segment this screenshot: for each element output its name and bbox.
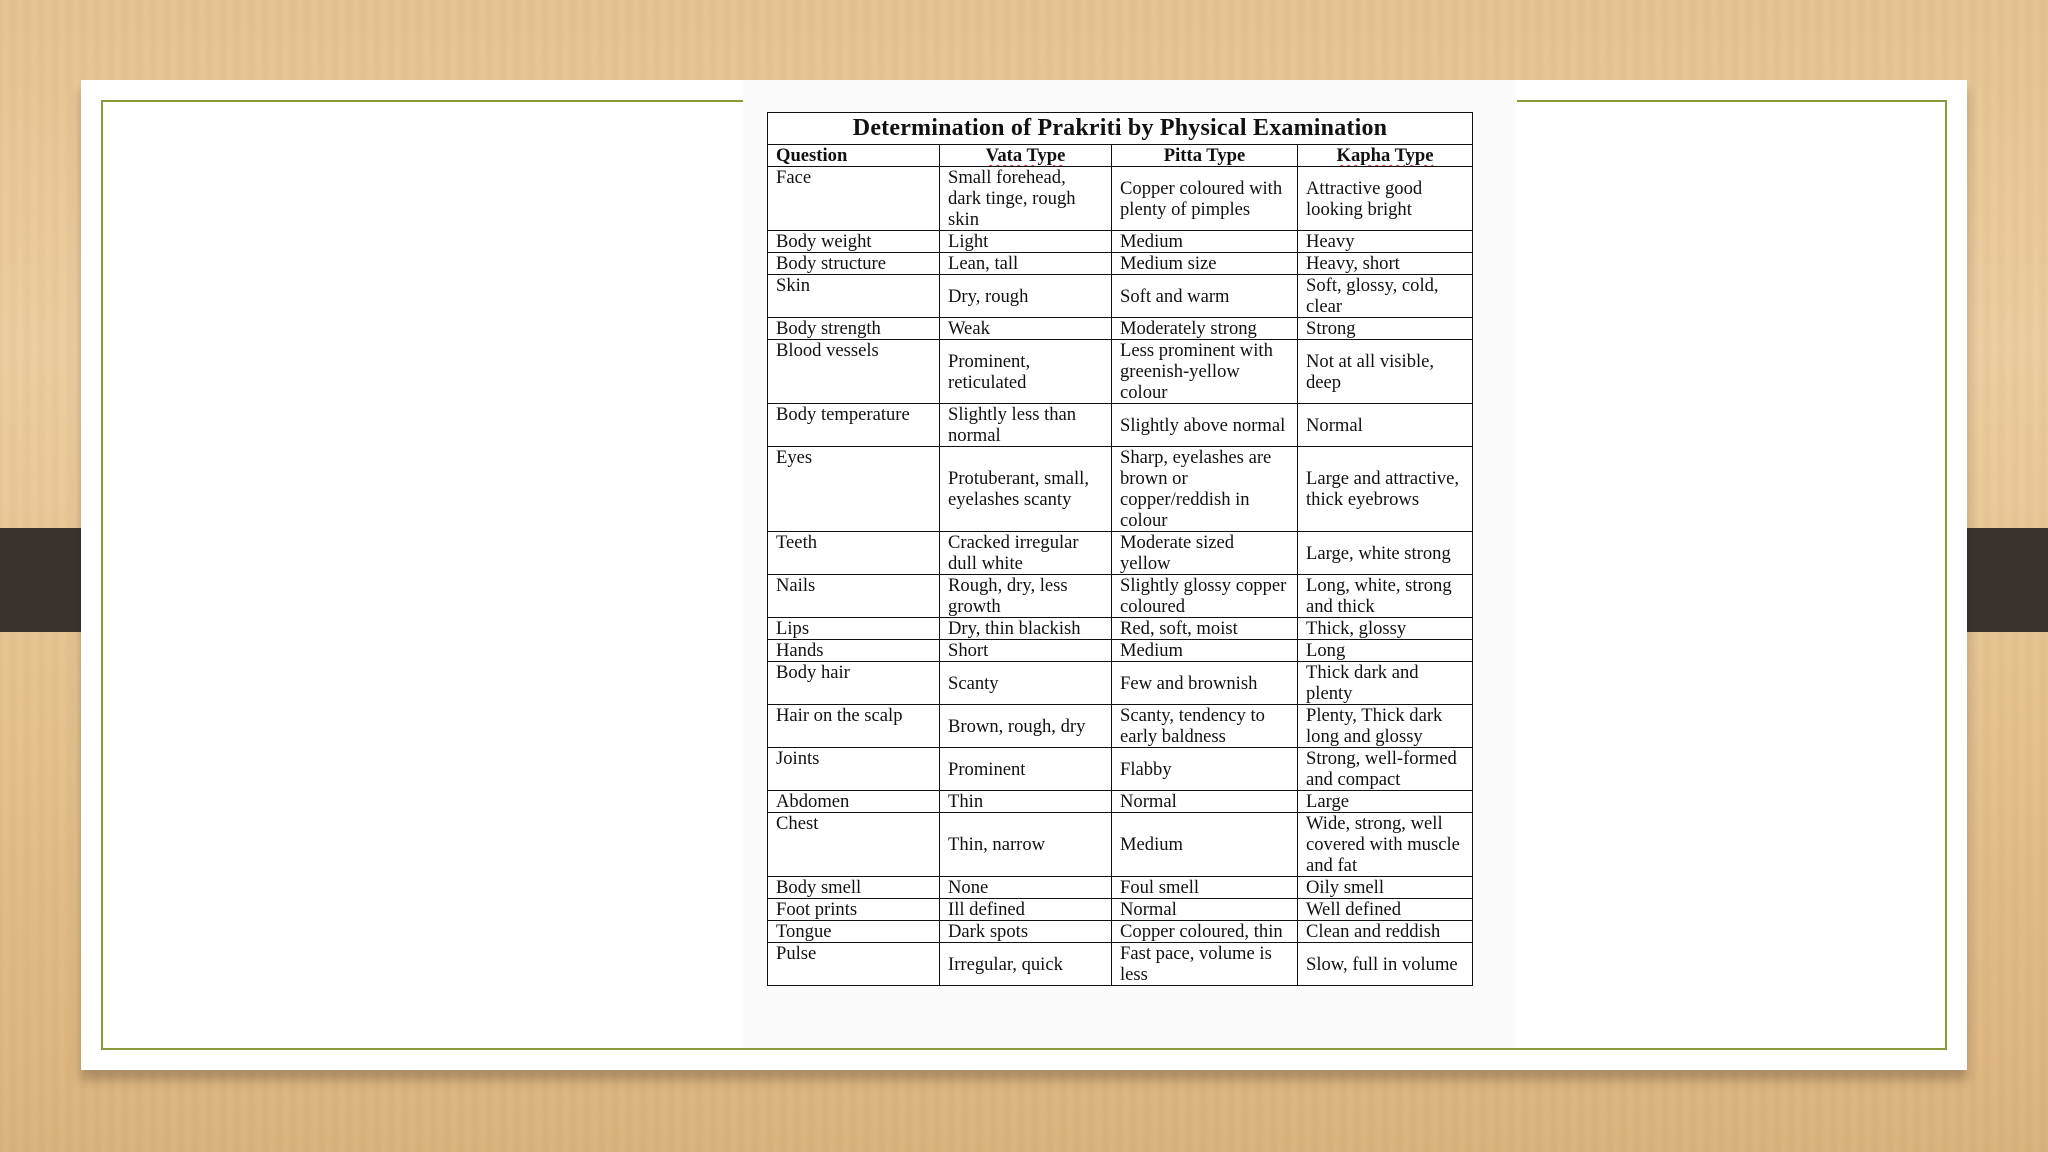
row-question: Face bbox=[768, 167, 940, 231]
table-row bbox=[768, 318, 1473, 340]
row-kapha: Oily smell bbox=[1298, 877, 1473, 899]
row-pitta: Soft and warm bbox=[1112, 275, 1298, 318]
row-vata: Brown, rough, dry bbox=[940, 705, 1112, 748]
row-question: Body strength bbox=[768, 318, 940, 340]
row-kapha: Soft, glossy, cold, clear bbox=[1298, 275, 1473, 318]
table-title: Determination of Prakriti by Physical Examination bbox=[768, 113, 1473, 145]
row-question: Blood vessels bbox=[768, 340, 940, 404]
row-question: Body hair bbox=[768, 662, 940, 705]
table-row bbox=[768, 705, 1473, 748]
table-row bbox=[768, 167, 1473, 231]
row-kapha: Large bbox=[1298, 791, 1473, 813]
row-vata: Ill defined bbox=[940, 899, 1112, 921]
row-vata: Cracked irregular dull white bbox=[940, 532, 1112, 575]
row-vata: Dark spots bbox=[940, 921, 1112, 943]
row-pitta: Red, soft, moist bbox=[1112, 618, 1298, 640]
row-kapha: Normal bbox=[1298, 404, 1473, 447]
table-row bbox=[768, 640, 1473, 662]
row-kapha: Wide, strong, well covered with muscle and fat bbox=[1298, 813, 1473, 877]
row-vata: Lean, tall bbox=[940, 253, 1112, 275]
row-kapha: Long, white, strong and thick bbox=[1298, 575, 1473, 618]
row-kapha: Long bbox=[1298, 640, 1473, 662]
table-row bbox=[768, 404, 1473, 447]
row-question: Teeth bbox=[768, 532, 940, 575]
table-row bbox=[768, 340, 1473, 404]
row-question: Eyes bbox=[768, 447, 940, 532]
row-question: Foot prints bbox=[768, 899, 940, 921]
table-row bbox=[768, 575, 1473, 618]
row-kapha: Strong, well-formed and compact bbox=[1298, 748, 1473, 791]
slide bbox=[81, 80, 1967, 1070]
row-vata: Weak bbox=[940, 318, 1112, 340]
row-question: Chest bbox=[768, 813, 940, 877]
row-vata: Protuberant, small, eyelashes scanty bbox=[940, 447, 1112, 532]
row-question: Tongue bbox=[768, 921, 940, 943]
row-kapha: Not at all visible, deep bbox=[1298, 340, 1473, 404]
row-question: Lips bbox=[768, 618, 940, 640]
row-question: Hands bbox=[768, 640, 940, 662]
row-pitta: Slightly glossy copper coloured bbox=[1112, 575, 1298, 618]
row-vata: Thin, narrow bbox=[940, 813, 1112, 877]
table-header-row bbox=[768, 145, 1473, 167]
header-question: Question bbox=[768, 145, 940, 167]
table-row bbox=[768, 275, 1473, 318]
header-kapha-label: Kapha Type bbox=[1336, 145, 1434, 166]
row-pitta: Flabby bbox=[1112, 748, 1298, 791]
table-row bbox=[768, 943, 1473, 986]
table-row bbox=[768, 748, 1473, 791]
row-vata: Slightly less than normal bbox=[940, 404, 1112, 447]
row-question: Body weight bbox=[768, 231, 940, 253]
row-pitta: Normal bbox=[1112, 791, 1298, 813]
row-kapha: Strong bbox=[1298, 318, 1473, 340]
row-kapha: Slow, full in volume bbox=[1298, 943, 1473, 986]
row-kapha: Plenty, Thick dark long and glossy bbox=[1298, 705, 1473, 748]
row-question: Skin bbox=[768, 275, 940, 318]
row-pitta: Few and brownish bbox=[1112, 662, 1298, 705]
row-vata: Prominent bbox=[940, 748, 1112, 791]
row-vata: Short bbox=[940, 640, 1112, 662]
row-vata: Dry, rough bbox=[940, 275, 1112, 318]
header-kapha bbox=[1298, 145, 1473, 167]
row-question: Nails bbox=[768, 575, 940, 618]
row-question: Pulse bbox=[768, 943, 940, 986]
row-pitta: Slightly above normal bbox=[1112, 404, 1298, 447]
table-row bbox=[768, 813, 1473, 877]
row-vata: Prominent, reticulated bbox=[940, 340, 1112, 404]
row-vata: Irregular, quick bbox=[940, 943, 1112, 986]
row-vata: Rough, dry, less growth bbox=[940, 575, 1112, 618]
prakriti-table bbox=[767, 112, 1473, 986]
row-kapha: Large and attractive, thick eyebrows bbox=[1298, 447, 1473, 532]
row-pitta: Moderately strong bbox=[1112, 318, 1298, 340]
table-row bbox=[768, 791, 1473, 813]
row-pitta: Copper coloured with plenty of pimples bbox=[1112, 167, 1298, 231]
row-vata: None bbox=[940, 877, 1112, 899]
table-row bbox=[768, 447, 1473, 532]
table-row bbox=[768, 532, 1473, 575]
header-pitta: Pitta Type bbox=[1112, 145, 1298, 167]
row-kapha: Thick dark and plenty bbox=[1298, 662, 1473, 705]
document-image bbox=[743, 80, 1517, 1048]
row-pitta: Medium bbox=[1112, 640, 1298, 662]
row-question: Body temperature bbox=[768, 404, 940, 447]
row-vata: Scanty bbox=[940, 662, 1112, 705]
row-pitta: Sharp, eyelashes are brown or copper/reddish in colour bbox=[1112, 447, 1298, 532]
table-title-row bbox=[768, 113, 1473, 145]
row-question: Body smell bbox=[768, 877, 940, 899]
row-kapha: Heavy, short bbox=[1298, 253, 1473, 275]
row-pitta: Fast pace, volume is less bbox=[1112, 943, 1298, 986]
table-row bbox=[768, 921, 1473, 943]
row-question: Joints bbox=[768, 748, 940, 791]
row-pitta: Medium bbox=[1112, 813, 1298, 877]
row-question: Body structure bbox=[768, 253, 940, 275]
row-pitta: Medium size bbox=[1112, 253, 1298, 275]
row-pitta: Copper coloured, thin bbox=[1112, 921, 1298, 943]
row-vata: Small forehead, dark tinge, rough skin bbox=[940, 167, 1112, 231]
row-pitta: Medium bbox=[1112, 231, 1298, 253]
row-kapha: Attractive good looking bright bbox=[1298, 167, 1473, 231]
row-kapha: Well defined bbox=[1298, 899, 1473, 921]
row-vata: Light bbox=[940, 231, 1112, 253]
row-kapha: Clean and reddish bbox=[1298, 921, 1473, 943]
table-row bbox=[768, 899, 1473, 921]
header-vata-label: Vata Type bbox=[985, 145, 1066, 166]
row-pitta: Moderate sized yellow bbox=[1112, 532, 1298, 575]
row-vata: Dry, thin blackish bbox=[940, 618, 1112, 640]
row-question: Abdomen bbox=[768, 791, 940, 813]
row-question: Hair on the scalp bbox=[768, 705, 940, 748]
header-vata bbox=[940, 145, 1112, 167]
row-kapha: Large, white strong bbox=[1298, 532, 1473, 575]
table-row bbox=[768, 618, 1473, 640]
row-kapha: Thick, glossy bbox=[1298, 618, 1473, 640]
row-pitta: Less prominent with greenish-yellow colour bbox=[1112, 340, 1298, 404]
table-row bbox=[768, 253, 1473, 275]
row-kapha: Heavy bbox=[1298, 231, 1473, 253]
row-vata: Thin bbox=[940, 791, 1112, 813]
row-pitta: Foul smell bbox=[1112, 877, 1298, 899]
table-row bbox=[768, 877, 1473, 899]
table-row bbox=[768, 662, 1473, 705]
table-row bbox=[768, 231, 1473, 253]
row-pitta: Normal bbox=[1112, 899, 1298, 921]
table-body bbox=[768, 167, 1473, 986]
row-pitta: Scanty, tendency to early baldness bbox=[1112, 705, 1298, 748]
